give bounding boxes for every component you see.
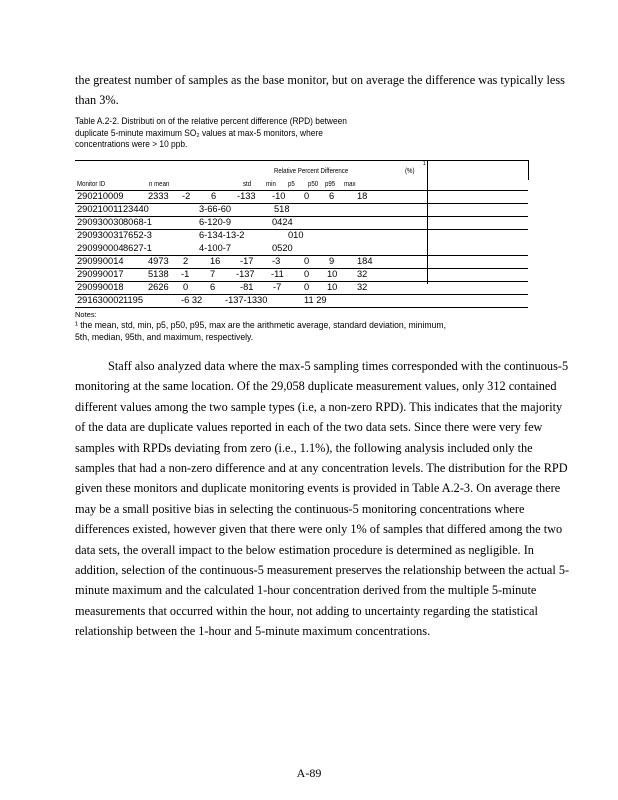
table-cell: 290990018 xyxy=(77,282,124,292)
table-cell: 2626 xyxy=(148,282,169,292)
table-cell: 290930030 xyxy=(77,217,124,227)
table-cell: 10 xyxy=(327,269,338,279)
table-cell: 3-66-60 xyxy=(199,204,232,214)
table-cell: -2 xyxy=(182,191,191,201)
notes-title: Notes: xyxy=(75,310,97,319)
body-paragraph: Staff also analyzed data where the max-5 sampling times corresponded with the continuous-5 monitoring at the same location. Of the 29,058 duplicate measurement values, only 312 contained different values among the two sample types (i.e, a non-zero RPD). This indicates that the majority of the data are duplicate values reported in each of the two data sets. Since there were very few samples with RPDs deviating from zero (i.e., 1.1%), the following analysis included only the samples that had a non-zero difference and at any concentration levels. The distribution for the RPD given these monitors and duplicate monitoring events is provided in Table A.2-3. On average there may be a small positive bias in selecting the continuous-5 monitoring concentrations where differences existed, however given that there were only 1% of samples that differed among the two data sets, the overall impact to the below estimation procedure is determined as negligible. In addition, selection of the continuous-5 measurement preserves the relationship between the actual 5-minute maximum and the calculated 1-hour concentration derived from the multiple 5-minute measurements that occurred within the hour, not adding to uncertainty regarding the statistical relationship between the 1-hour and 5-minute maximum concentrations. xyxy=(75,359,570,639)
col-header: min xyxy=(266,179,276,188)
table-cell: -17 xyxy=(240,256,254,266)
table-cell: 518 xyxy=(274,204,290,214)
table-cell: 0 xyxy=(304,282,310,292)
table-cell: 9 xyxy=(329,256,335,266)
table-cell: -11 xyxy=(271,269,284,279)
caption-line: concentrations were > 10 ppb. xyxy=(75,139,188,149)
table-cell: 291630002 xyxy=(77,295,124,305)
table-cell: 5138 xyxy=(148,269,169,279)
table-cell: -3 xyxy=(272,256,281,266)
table-cell: 4-100-7 xyxy=(199,243,232,253)
caption-line: duplicate 5-minute maximum SO₂ values at max-5 monitors, where xyxy=(75,127,323,138)
table-cell: -6 32 xyxy=(181,295,203,305)
table-cell: 10 xyxy=(327,282,338,292)
table-cell: 0 xyxy=(304,269,310,279)
col-header: std xyxy=(243,179,252,188)
table-cell: 6 xyxy=(211,191,217,201)
table-cell: 290990017 xyxy=(77,269,124,279)
table-cell: -133 xyxy=(237,191,256,201)
caption-line: Table A.2-2. Distributi on of the relative percent difference (RPD) between xyxy=(75,116,347,126)
table-cell: 16 xyxy=(210,256,221,266)
col-header: p5 xyxy=(288,179,295,188)
table-cell: 11 29 xyxy=(304,295,327,305)
group-header: Relative Percent Difference xyxy=(274,166,349,175)
table-cell: 18 xyxy=(357,191,368,201)
table-cell: 8068-1 xyxy=(123,217,152,227)
table-cell: 23440 xyxy=(123,204,149,214)
table-cell: -10 xyxy=(272,191,286,201)
table-cell: 0 xyxy=(304,256,310,266)
table-rule xyxy=(75,255,528,256)
table-cell: -1 xyxy=(181,269,190,279)
table-cell: 7652-3 xyxy=(123,230,152,240)
table-notes xyxy=(75,309,535,343)
table-border-bottom xyxy=(75,307,528,308)
table-cell: 6-134-13-2 xyxy=(199,230,245,240)
table-cell: 290930031 xyxy=(77,230,124,240)
notes-line: 5th, median, 95th, and maximum, respectively. xyxy=(75,331,254,342)
col-header: max xyxy=(344,179,356,188)
col-header: Monitor ID xyxy=(77,179,106,188)
col-header: p50 xyxy=(308,179,319,188)
col-header: n mean xyxy=(149,179,170,188)
unit-label: (%) xyxy=(405,166,415,175)
table-rule xyxy=(75,190,528,191)
table-divider xyxy=(528,160,529,180)
table-rule xyxy=(75,268,528,269)
intro-paragraph: the greatest number of samples as the base monitor, but on average the difference was typically less than 3%. xyxy=(75,73,565,108)
table-cell: 32 xyxy=(357,282,368,292)
table-cell: 010 xyxy=(288,230,304,240)
table-cell: 290210009 xyxy=(77,191,124,201)
table-cell: 2 xyxy=(183,256,189,266)
table-cell: 6-120-9 xyxy=(199,217,232,227)
table-cell: 290990004 xyxy=(77,243,124,253)
table-cell: 2333 xyxy=(148,191,169,201)
page-number: A-89 xyxy=(296,766,322,780)
table-divider xyxy=(427,160,428,284)
footnote-marker: 1 xyxy=(423,161,426,167)
col-header: p95 xyxy=(325,179,336,188)
table-cell: 0424 xyxy=(272,217,293,227)
table-cell: 6 xyxy=(210,282,216,292)
notes-line: ¹ the mean, std, min, p5, p50, p95, max are the arithmetic average, standard deviation, minimum, xyxy=(75,320,447,331)
table-cell: 6 xyxy=(329,191,335,201)
table-cell: 4973 xyxy=(148,256,169,266)
table-cell: 290210011 xyxy=(77,204,123,214)
table-cell: 1195 xyxy=(123,295,143,305)
table-cell: -137 xyxy=(236,269,255,279)
table-cell: 8627-1 xyxy=(123,243,152,253)
table-cell: -7 xyxy=(273,282,282,292)
table-caption xyxy=(75,116,498,151)
table-cell: 0 xyxy=(183,282,189,292)
table-cell: 184 xyxy=(357,256,373,266)
table-cell: 0520 xyxy=(272,243,293,253)
table-cell: 0 xyxy=(304,191,310,201)
table-cell: 7 xyxy=(210,269,216,279)
table-cell: -81 xyxy=(240,282,254,292)
table-cell: 32 xyxy=(357,269,368,279)
table-rule xyxy=(75,281,528,282)
table-border-top xyxy=(75,160,528,161)
table-cell: -137-1330 xyxy=(225,295,268,305)
table-cell: 290990014 xyxy=(77,256,124,266)
